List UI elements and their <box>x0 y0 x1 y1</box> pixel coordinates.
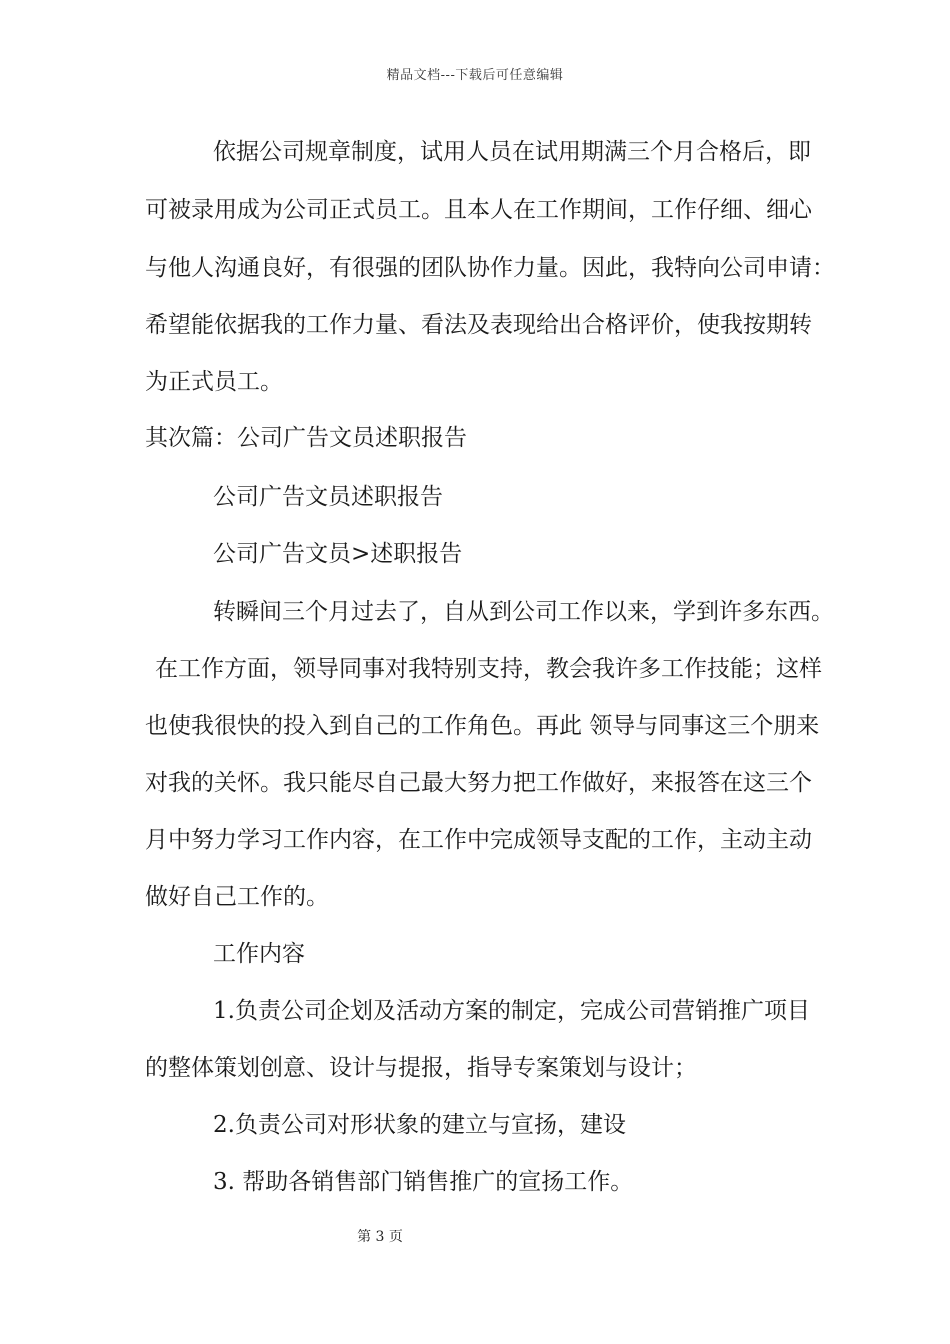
section-heading: 其次篇：公司广告文员述职报告 <box>145 425 467 451</box>
list-item: 3. 帮助各销售部门销售推广的宣扬工作。 <box>213 1169 634 1195</box>
paragraph-line: 希望能依据我的工作力量、看法及表现给出合格评价，使我按期转 <box>145 312 812 338</box>
report-subtitle: 公司广告文员>述职报告 <box>213 541 463 567</box>
paragraph-line: 与他人沟通良好，有很强的团队协作力量。因此，我特向公司申请： <box>145 255 835 281</box>
report-title: 公司广告文员述职报告 <box>213 484 443 510</box>
paragraph-line: 为正式员工。 <box>145 369 283 395</box>
list-item-continuation: 的整体策划创意、设计与提报，指导专案策划与设计； <box>145 1055 697 1081</box>
paragraph-line: 月中努力学习工作内容，在工作中完成领导支配的工作，主动主动 <box>145 827 812 853</box>
paragraph-line: 做好自己工作的。 <box>145 884 329 910</box>
paragraph-line: 也使我很快的投入到自己的工作角色。再此 领导与同事这三个朋来 <box>145 713 820 739</box>
subsection-heading: 工作内容 <box>213 941 305 967</box>
paragraph-line: 转瞬间三个月过去了，自从到公司工作以来，学到许多东西。 <box>213 599 834 625</box>
page-number: 第 3 页 <box>357 1229 403 1245</box>
paragraph-line: 在工作方面，领导同事对我特别支持，教会我许多工作技能；这样 <box>155 656 822 682</box>
paragraph-line: 依据公司规章制度，试用人员在试用期满三个月合格后，即 <box>213 139 811 165</box>
list-item: 2.负责公司对形状象的建立与宣扬，建设 <box>213 1112 626 1138</box>
list-item: 1.负责公司企划及活动方案的制定，完成公司营销推广项目 <box>213 998 810 1024</box>
paragraph-line: 可被录用成为公司正式员工。且本人在工作期间，工作仔细、细心 <box>145 197 812 223</box>
page-header: 精品文档---下载后可任意编辑 <box>386 68 564 83</box>
paragraph-line: 对我的关怀。我只能尽自己最大努力把工作做好，来报答在这三个 <box>145 770 812 796</box>
